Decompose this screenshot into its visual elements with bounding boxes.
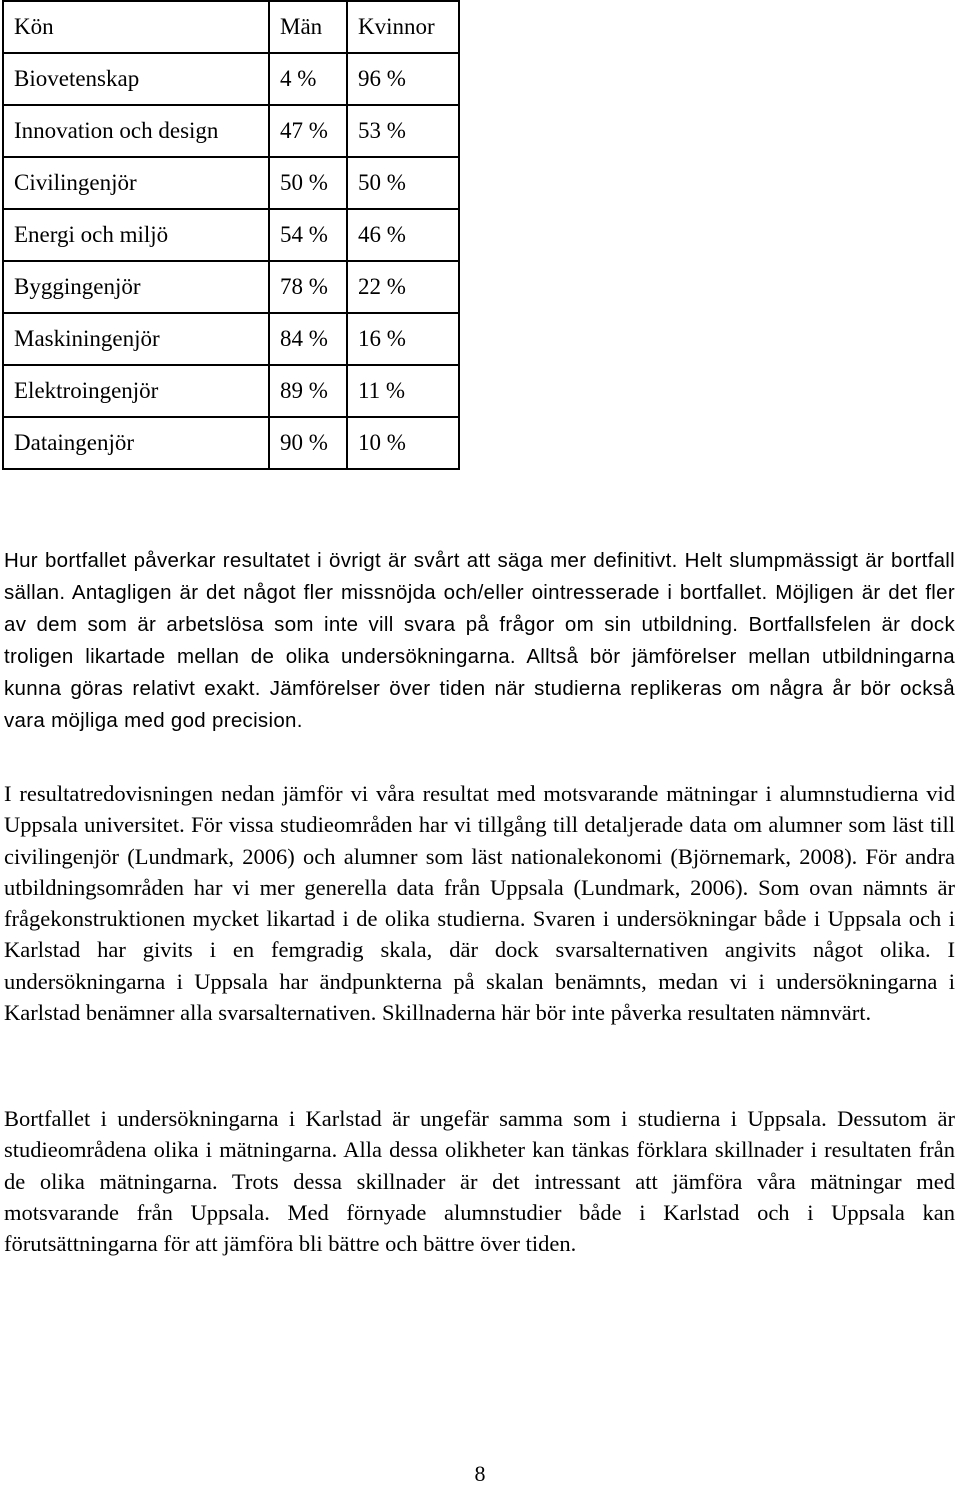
- table-row: [3, 313, 459, 365]
- paragraph-results-comparison: I resultatredovisningen nedan jämför vi våra resultat med motsvarande mätningar i alumnstudierna vid Uppsala universitet. För vissa studieområden har vi tillgång till detaljerade data om alumner som läst till civilingenjör (Lundmark, 2006) och alumner som läst nationalekonomi (Björnemark, 2008). För andra utbildningsområden har vi mer generella data från Uppsala (Lundmark, 2006). Som ovan nämnts är frågekonstruktionen mycket likartad i de olika studierna. Svaren i undersökningar både i Uppsala och i Karlstad har givits i en femgradig skala, där dock svarsalternativen angivits något olika. I undersökningarna i Uppsala har ändpunkterna på skalan benämnts, medan vi i undersökningarna i Karlstad benämner alla svarsalternativen. Skillnaderna här bör inte påverka resultaten nämnvärt.: [4, 781, 955, 1026]
- table-cell-men: 50 %: [269, 157, 347, 209]
- table-cell-women: 16 %: [347, 313, 459, 365]
- paragraph-nonresponse-effect: Hur bortfallet påverkar resultatet i övrigt är svårt att säga mer definitivt. Helt slumpmässigt är bortfall sällan. Antagligen är det något fler missnöjda och/eller ointresserade i bortfallet. Möjligen är det fler av dem som är arbetslösa som inte vill svara på frågor om sin utbildning. Bortfallsfelen är dock troligen likartade mellan de olika undersökningarna. Alltså bör jämförelser mellan utbildningarna kunna göras relativt exakt. Jämförelser över tiden när studierna replikeras om några år bör också vara möjliga med god precision.: [4, 549, 955, 732]
- table-cell-program: Dataingenjör: [3, 417, 269, 469]
- table-cell-men: 54 %: [269, 209, 347, 261]
- table-row: [3, 105, 459, 157]
- table-cell-men: 84 %: [269, 313, 347, 365]
- table-row: [3, 365, 459, 417]
- table-cell-women: 53 %: [347, 105, 459, 157]
- table-row: [3, 209, 459, 261]
- table-cell-program: Energi och miljö: [3, 209, 269, 261]
- table-cell-men: 90 %: [269, 417, 347, 469]
- table-row: [3, 261, 459, 313]
- table-header-cell: Män: [269, 1, 347, 53]
- gender-distribution-table: [2, 0, 460, 470]
- table-cell-women: 22 %: [347, 261, 459, 313]
- table-row: [3, 53, 459, 105]
- table-header-cell: Kön: [3, 1, 269, 53]
- table-header-cell: Kvinnor: [347, 1, 459, 53]
- table-cell-men: 89 %: [269, 365, 347, 417]
- table-cell-men: 78 %: [269, 261, 347, 313]
- table-cell-women: 46 %: [347, 209, 459, 261]
- table-header-row: [3, 1, 459, 53]
- table-cell-program: Elektroingenjör: [3, 365, 269, 417]
- page-number: 8: [474, 1461, 486, 1486]
- paragraph-karlstad-uppsala: Bortfallet i undersökningarna i Karlstad är ungefär samma som i studierna i Uppsala. Dessutom är studieområdena olika i mätningarna. Alla dessa olikheter kan tänkas förklara skillnader i resultaten från de olika mätningarna. Trots dessa skillnader är det intressant att jämföra våra mätningar med motsvarande från Uppsala. Med förnyade alumnstudier både i Karlstad och i Uppsala kan förutsättningarna för att jämföra bli bättre och bättre över tiden.: [4, 1106, 955, 1257]
- table-cell-women: 50 %: [347, 157, 459, 209]
- table-row: [3, 157, 459, 209]
- table-cell-men: 47 %: [269, 105, 347, 157]
- table-cell-program: Innovation och design: [3, 105, 269, 157]
- table-cell-men: 4 %: [269, 53, 347, 105]
- table-cell-women: 10 %: [347, 417, 459, 469]
- table-row: [3, 417, 459, 469]
- table-cell-women: 96 %: [347, 53, 459, 105]
- table-cell-program: Civilingenjör: [3, 157, 269, 209]
- table-cell-program: Maskiningenjör: [3, 313, 269, 365]
- table-cell-program: Byggingenjör: [3, 261, 269, 313]
- table-cell-women: 11 %: [347, 365, 459, 417]
- table-cell-program: Biovetenskap: [3, 53, 269, 105]
